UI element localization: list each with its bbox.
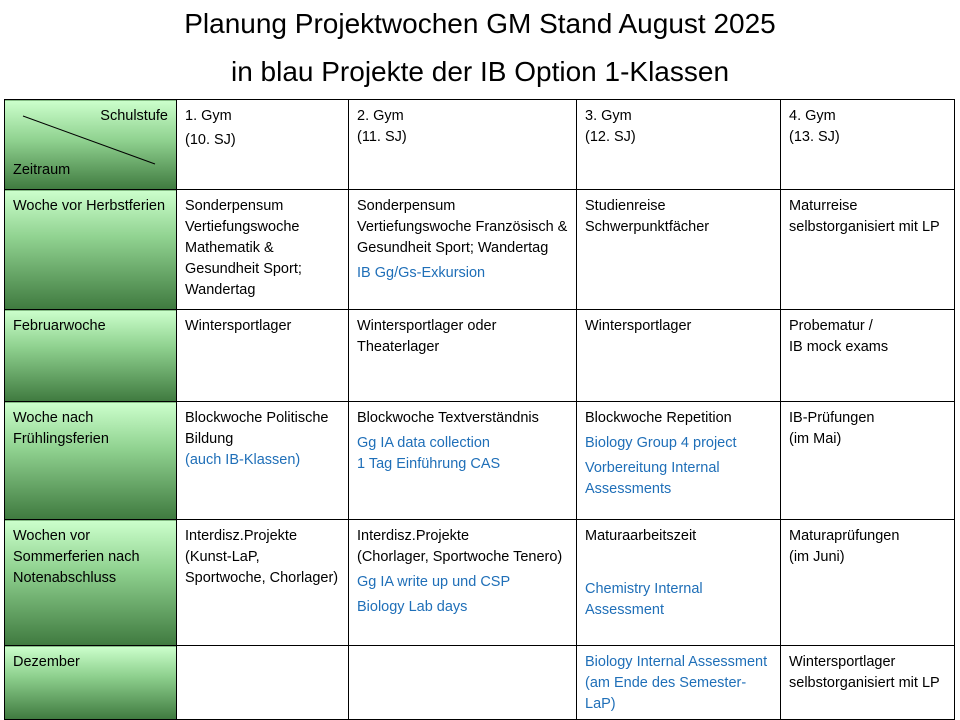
cell-text: Wintersportlager oder Theaterlager: [357, 318, 497, 355]
column-header-2: [349, 100, 577, 190]
cell-ib-text: Gg IA write up und CSP: [357, 574, 511, 590]
table-cell: [577, 520, 781, 646]
row-label: Woche nach Frühlingsferien: [5, 402, 177, 520]
table-cell: [349, 646, 577, 720]
cell-text: Maturreise selbstorganisiert mit LP: [789, 198, 940, 235]
table-cell: [177, 310, 349, 402]
cell-text: Maturaarbeitszeit: [585, 528, 697, 544]
column-header-year: (12. SJ): [585, 129, 636, 145]
table-row: [5, 190, 955, 310]
cell-text: Blockwoche Textverständnis: [357, 410, 539, 426]
cell-text: Probematur /: [789, 318, 873, 334]
cell-text: Interdisz.Projekte: [185, 528, 298, 544]
cell-text: Wintersportlager: [185, 318, 292, 334]
cell-text: IB-Prüfungen: [789, 410, 875, 426]
cell-text: Interdisz.Projekte: [357, 528, 470, 544]
table-cell: [577, 402, 781, 520]
cell-text: (im Juni): [789, 549, 845, 565]
cell-ib-text: IB Gg/Gs-Exkursion: [357, 265, 486, 281]
table-cell: [177, 190, 349, 310]
column-header-3: [577, 100, 781, 190]
cell-text: Blockwoche Politische Bildung: [185, 410, 329, 447]
table-row: [5, 310, 955, 402]
row-label: Woche vor Herbstferien: [5, 190, 177, 310]
cell-text: Studienreise Schwerpunktfächer: [585, 198, 710, 235]
table-cell: [577, 190, 781, 310]
column-header-grade: 1. Gym: [185, 108, 232, 124]
cell-ib-text: Biology Lab days: [357, 599, 468, 615]
table-cell: [349, 520, 577, 646]
cell-text: Sonderpensum Vertiefungswoche Mathematik & Gesundheit Sport; Wandertag: [185, 198, 302, 298]
cell-ib-text: Biology Group 4 project: [585, 435, 737, 451]
cell-text: Wintersportlager selbstorganisiert mit LP: [789, 654, 940, 691]
cell-text: Maturaprüfungen: [789, 528, 900, 544]
column-header-year: (13. SJ): [789, 129, 840, 145]
cell-text: (im Mai): [789, 431, 842, 447]
cell-text: Blockwoche Repetition: [585, 410, 732, 426]
header-row: [5, 100, 955, 190]
table-cell: [177, 402, 349, 520]
cell-ib-text: (auch IB-Klassen): [185, 452, 301, 468]
table-cell: [349, 402, 577, 520]
column-header-year: (11. SJ): [357, 129, 407, 145]
cell-text: IB mock exams: [789, 339, 889, 355]
planning-table: [4, 99, 955, 720]
column-header-grade: 3. Gym: [585, 108, 632, 124]
column-header-grade: 2. Gym: [357, 108, 404, 124]
cell-ib-text: Biology Internal Assessment (am Ende des Semester-LaP): [585, 654, 768, 712]
table-cell: [781, 310, 955, 402]
corner-zeitraum-label: Zeitraum: [13, 162, 71, 178]
table-cell: [349, 310, 577, 402]
table-row: [5, 646, 955, 720]
column-header-4: [781, 100, 955, 190]
column-header-grade: 4. Gym: [789, 108, 836, 124]
cell-text: (Kunst-LaP, Sportwoche, Chorlager): [185, 549, 339, 586]
table-row: [5, 520, 955, 646]
table-cell: [781, 520, 955, 646]
page-subtitle: in blau Projekte der IB Option 1-Klassen: [230, 56, 730, 87]
table-cell: [577, 310, 781, 402]
cell-text: (Chorlager, Sportwoche Tenero): [357, 549, 563, 565]
row-label: Wochen vor Sommerferien nach Notenabschluss: [5, 520, 177, 646]
table-cell: [349, 190, 577, 310]
table-row: [5, 402, 955, 520]
column-header-year: (10. SJ): [185, 132, 236, 148]
cell-ib-text: Gg IA data collection: [357, 435, 490, 451]
table-cell: [577, 646, 781, 720]
corner-cell: [5, 100, 177, 190]
cell-ib-text: Vorbereitung Internal Assessments: [585, 460, 720, 497]
column-header-1: [177, 100, 349, 190]
cell-text: Sonderpensum Vertiefungswoche Französisch & Gesundheit Sport; Wandertag: [357, 198, 568, 256]
table-cell: [781, 646, 955, 720]
row-label: Dezember: [5, 646, 177, 720]
table-cell: [177, 646, 349, 720]
cell-ib-text: 1 Tag Einführung CAS: [357, 456, 501, 472]
page-title: Planung Projektwochen GM Stand August 2025: [184, 8, 776, 39]
table-cell: [177, 520, 349, 646]
table-cell: [781, 402, 955, 520]
cell-ib-text: Chemistry Internal Assessment: [585, 581, 703, 618]
cell-text: Wintersportlager: [585, 318, 692, 334]
row-label: Februarwoche: [5, 310, 177, 402]
table-cell: [781, 190, 955, 310]
corner-schulstufe-label: Schulstufe: [100, 108, 168, 124]
